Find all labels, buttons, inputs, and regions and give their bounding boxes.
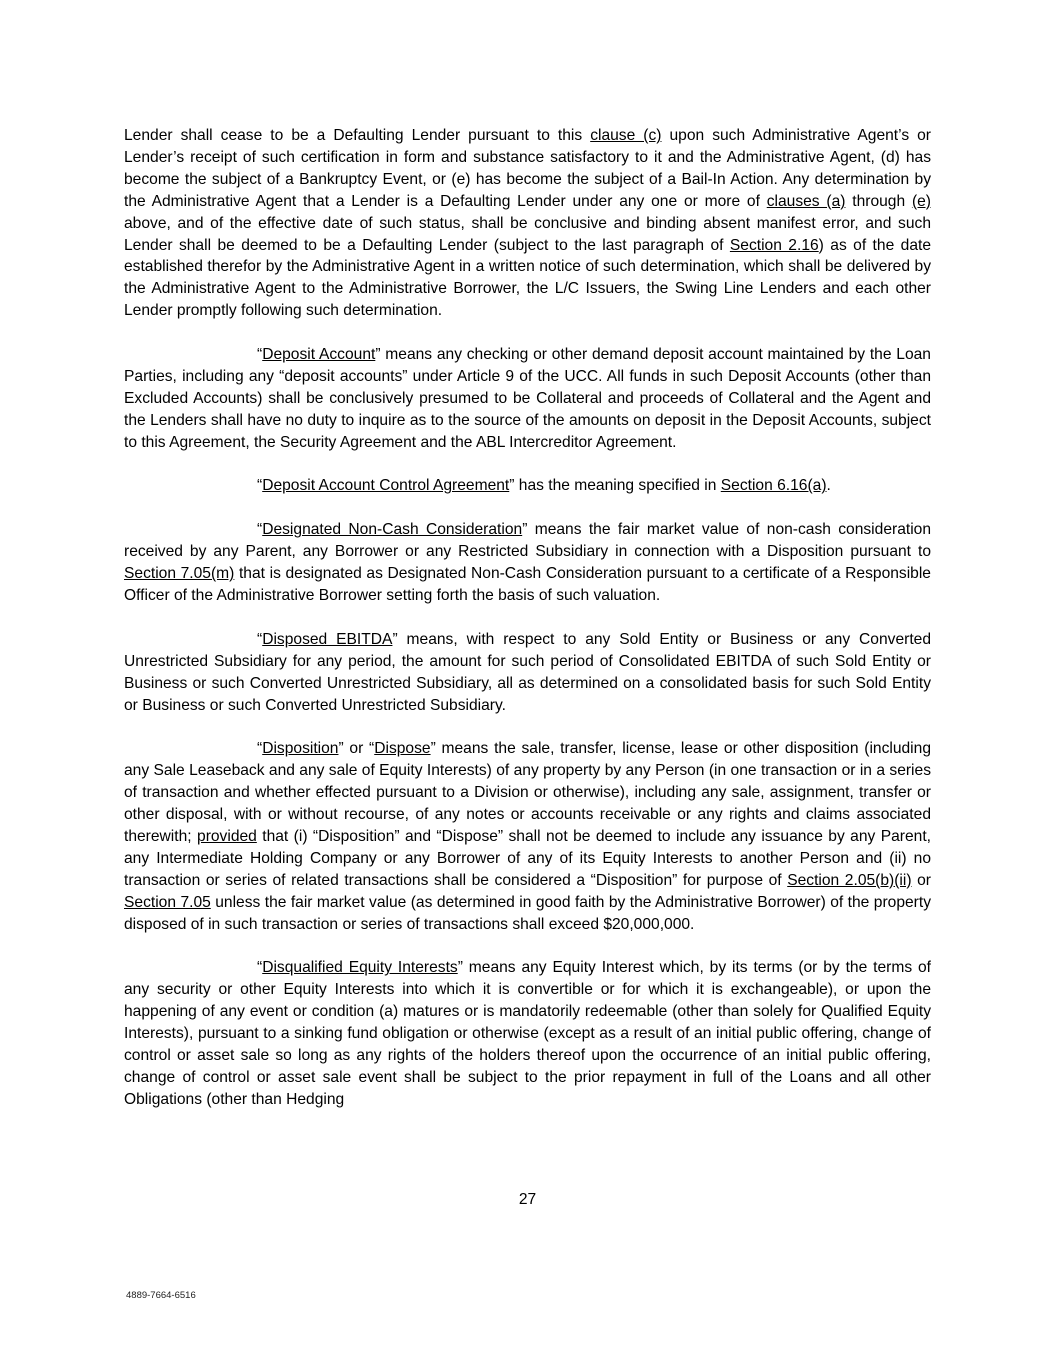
underlined-term: Disposed EBITDA (262, 630, 393, 648)
text-run: ” means any Equity Interest which, by its terms (or by the terms of any security or other Equity Interests into which it is convertible or for which it is exchangeable), or upon the happening of any event or condition (a) matures or is mandatorily redeemable (other than solely for Qualified Equity Interests), pursuant to a sinking fund obligation or otherwise (except as a result of an initial public offering, change of control or asset sale so long as any rights of the holders thereof upon the occurrence of an initial public offering, change of control or asset sale event shall be subject to the prior repayment in full of the Loans and all other Obligations (other than Hedging (124, 959, 932, 1108)
underlined-term: Section 7.05 (124, 893, 211, 911)
page-number: 27 (518, 1191, 537, 1208)
definition-designated-non-cash-consideration (124, 519, 931, 607)
text-run: ” means the sale, transfer, license, lease or other disposition (including any Sale Leaseback and any sale of Equity Interests) of any property by any Person (in one transaction or in a series of transaction and whether effected pursuant to a Division or otherwise), including any sale, assignment, transfer or other disposal, with or without recourse, of any notes or accounts receivable or any rights and claims associated therewith; (124, 740, 931, 845)
text-run: unless the fair market value (as determined in good faith by the Administrative Borrower) of the property disposed of in such transaction or series of transactions shall exceed $20,000,000. (124, 893, 931, 933)
text-run: that (i) “Disposition” and “Dispose” shall not be deemed to include any issuance by any Parent, any Intermediate Holding Company or any Borrower of any of its Equity Interests to another Person and (ii) no transaction or series of related transactions shall be considered a “Disposition” for purpose of (124, 827, 931, 889)
text-run: through (845, 192, 912, 210)
text-run: ) as of the date established therefor by the Administrative Agent in a written notice of such determination, which shall be delivered by the Administrative Agent to the Administrative Borrower, the L/C Issuers, the Swing Line Lenders and each other Lender promptly following such determination. (124, 236, 931, 320)
underlined-term: Deposit Account Control Agreement (262, 477, 510, 495)
text-run: “ (257, 959, 263, 977)
text-run: ” has the meaning specified in (509, 477, 721, 495)
underlined-term: Designated Non-Cash Consideration (262, 521, 523, 539)
text-run: above, and of the effective date of such status, shall be conclusive and binding absent manifest error, and such Lender shall be deemed to be a Defaulting Lender (subject to the last paragraph of (124, 214, 931, 254)
text-run: upon such Administrative Agent’s or Lender’s receipt of such certification in form and substance satisfactory to it and the Administrative Agent, (d) has become the subject of a Bankruptcy Event, or (e) has become the subject of a Bail-In Action. Any determination by the Administrative Agent that a Lender is a Defaulting Lender under any one or more of (124, 127, 932, 210)
underlined-term: (e) (911, 192, 931, 210)
text-run: that is designated as Designated Non-Cash Consideration pursuant to a certificate of a Responsible Officer of the Administrative Borrower setting forth the basis of such valuation. (124, 565, 931, 604)
underlined-term: Dispose (374, 740, 431, 758)
underlined-term: Disposition (262, 740, 339, 758)
document-id: 4889-7664-6516 (126, 1290, 196, 1301)
definition-disqualified-equity-interests (124, 957, 931, 1110)
text-run: “ (257, 630, 263, 648)
underlined-term: Section 2.05(b)(ii) (787, 871, 912, 889)
text-run: ” means any checking or other demand deposit account maintained by the Loan Parties, including any “deposit accounts” under Article 9 of the UCC. All funds in such Deposit Accounts (other than Excluded Accounts) shall be conclusively presumed to be Collateral and proceeds of Collateral and the Agent and the Lenders shall have no duty to inquire as to the source of the amounts on deposit in the Deposit Accounts, subject to this Agreement, the Security Agreement and the ABL Intercreditor Agreement. (124, 346, 931, 451)
underlined-term: Deposit Account (262, 346, 376, 364)
underlined-term: Disqualified Equity Interests (262, 959, 458, 977)
underlined-term: provided (197, 827, 257, 845)
definition-deposit-account (124, 344, 931, 454)
definition-disposition (124, 738, 931, 935)
text-run: . (826, 477, 831, 495)
underlined-term: Section 7.05(m) (124, 565, 235, 583)
page-body (124, 125, 931, 1133)
underlined-term: Section 6.16(a) (720, 477, 827, 495)
text-run: “ (257, 740, 263, 758)
text-run: ” means, with respect to any Sold Entity or Business or any Converted Unrestricted Subsidiary for any period, the amount for such period of Consolidated EBITDA of such Sold Entity or Business or such Converted Unrestricted Subsidiary, all as determined on a consolidated basis for such Sold Entity or Business or such Converted Unrestricted Subsidiary. (124, 630, 931, 714)
underlined-term: clause (c) (590, 127, 662, 144)
text-run: ” means the fair market value of non-cash consideration received by any Parent, any Borrower or any Restricted Subsidiary in connection with a Disposition pursuant to (124, 521, 932, 561)
underlined-term: clauses (a) (766, 192, 846, 210)
definition-disposed-ebitda (124, 629, 931, 717)
text-run: “ (257, 346, 263, 364)
text-run: “ (257, 521, 263, 539)
text-run: “ (257, 477, 263, 495)
text-run: ” or “ (338, 740, 375, 758)
text-run: Lender shall cease to be a Defaulting Lender pursuant to this (124, 127, 591, 144)
paragraph-defaulting-lender-continued (124, 125, 931, 322)
underlined-term: Section 2.16 (729, 236, 819, 254)
definition-deposit-account-control-agreement (124, 475, 931, 497)
text-run: or (911, 871, 931, 889)
